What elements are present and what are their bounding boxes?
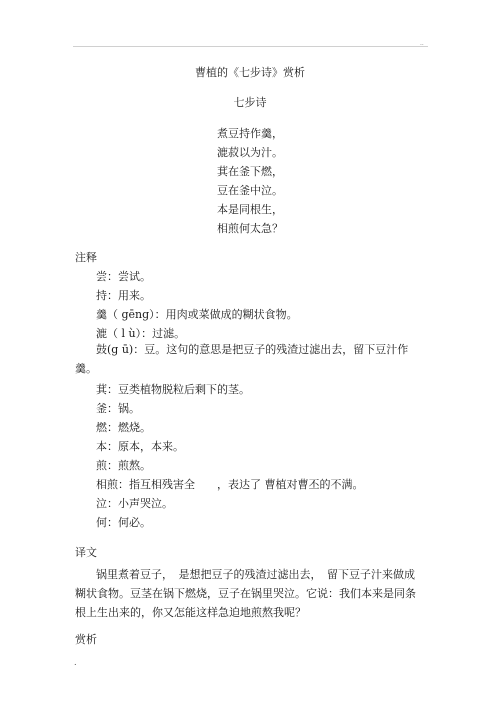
- note-item: 煎：煎熬。: [96, 459, 151, 472]
- note-item: 泣：小声哭泣。: [96, 497, 173, 510]
- note-item: 何：何必。: [96, 516, 151, 529]
- note-item: 相煎：指互相残害全 ，表达了 曹植对曹丕的不满。: [96, 478, 364, 491]
- notes-heading: 注释: [75, 251, 97, 264]
- header-rule: [73, 46, 428, 47]
- poem-line: 豆在釜中泣。: [217, 184, 283, 197]
- note-item: 尝：尝试。: [96, 270, 151, 283]
- note-item: 釜：锅。: [96, 402, 140, 415]
- translation-text: 锅里煮着豆子， 是想把豆子的残渣过滤出去， 留下豆子汁来做成糊状食物。豆茎在锅下燃烧，豆子在锅里哭泣。它说：我们本来是同条根上生出来的，你又怎能这样急迫地煎熬我呢？: [75, 568, 416, 619]
- note-item: 萁：豆类植物脱粒后剩下的茎。: [96, 383, 250, 396]
- appreciation-mark: .: [74, 658, 77, 667]
- poem-line: 漉菽以为汁。: [217, 146, 283, 159]
- poem-line: 相煎何太急？: [217, 222, 283, 235]
- poem-line: 萁在釜下燃，: [217, 165, 283, 178]
- note-item: 漉（ l ù）：过滤。: [96, 327, 186, 340]
- note-item: 持：用来。: [96, 289, 151, 302]
- poem-line: 本是同根生，: [217, 203, 283, 216]
- translation-heading: 译文: [75, 546, 97, 559]
- note-item: 本：原本，本来。: [96, 440, 184, 453]
- poem-title: 七步诗: [233, 96, 267, 109]
- note-item: 燃：燃烧。: [96, 421, 151, 434]
- poem-line: 煮豆持作羹，: [217, 127, 283, 140]
- note-item: 羹（ gēng）：用肉或菜做成的糊状食物。: [96, 308, 298, 321]
- document-title: 曹植的《七步诗》赏析: [195, 66, 305, 79]
- note-item: 鼓(g ū)：豆。这句的意思是把豆子的残渣过滤出去，留下豆汁作羹。: [75, 343, 409, 375]
- appreciation-heading: 赏析: [75, 633, 97, 646]
- header-mark: ..: [420, 40, 424, 47]
